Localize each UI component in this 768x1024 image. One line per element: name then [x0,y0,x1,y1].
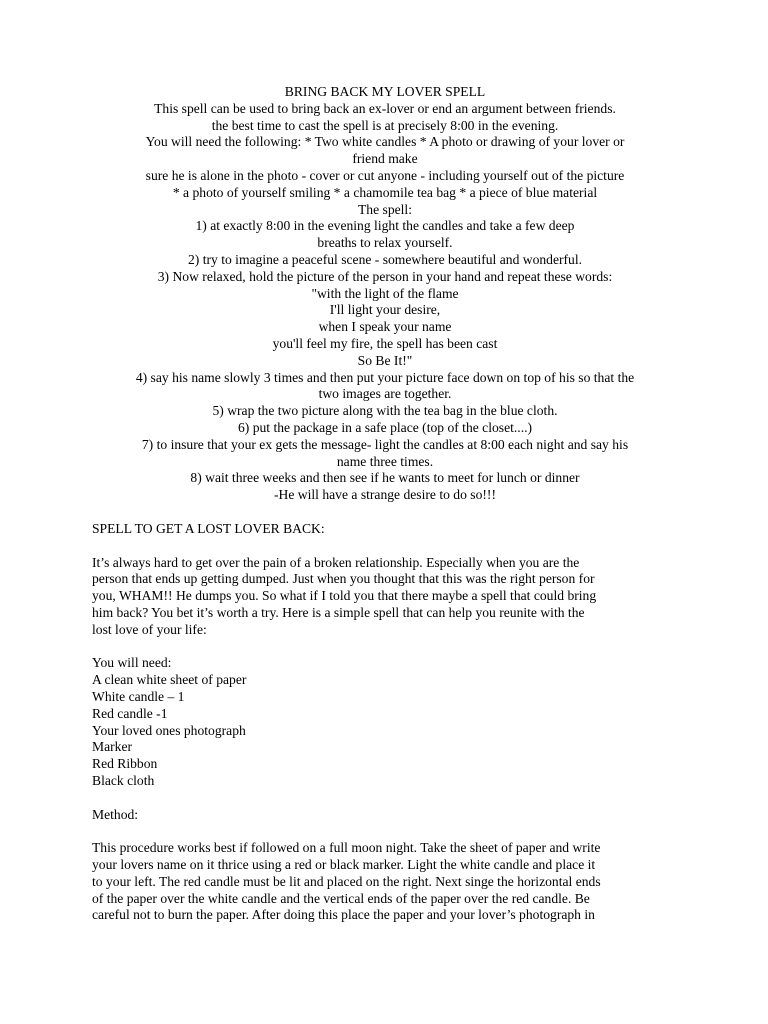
spell-1-step: 6) put the package in a safe place (top of the closet....) [237,419,533,435]
spell-2-intro-line: It’s always hard to get over the pain of a broken relationship. Especially when you are the [92,554,580,570]
ingredient-item: Black cloth [92,772,155,788]
spell-1-step: 7) to insure that your ex gets the message- light the candles at 8:00 each night and say his [141,436,629,452]
ingredient-item: Red Ribbon [92,756,158,772]
spell-1-step: 1) at exactly 8:00 in the evening light the candles and take a few deep [195,218,575,234]
spell-1-line: You will need the following: * Two white candles * A photo or drawing of your lover or [145,134,625,150]
ingredient-item: Red candle -1 [92,705,168,721]
method-line: your lovers name on it thrice using a red or black marker. Light the white candle and place it [92,856,596,872]
spell-1-chant: So Be It!" [357,352,413,368]
spell-1-line: the best time to cast the spell is at precisely 8:00 in the evening. [211,117,559,133]
method-line: careful not to burn the paper. After doing this place the paper and your lover’s photograph in [92,907,595,923]
spell-2-intro-line: person that ends up getting dumped. Just when you thought that this was the right person for [92,571,595,587]
method-label: Method: [92,806,139,822]
spell-1-step: 3) Now relaxed, hold the picture of the person in your hand and repeat these words: [157,268,613,284]
spell-1-line: * a photo of yourself smiling * a chamomile tea bag * a piece of blue material [172,184,598,200]
spell-1-line: sure he is alone in the photo - cover or cut anyone - including yourself out of the picture [145,167,625,183]
spell-1-step: -He will have a strange desire to do so!!! [274,487,496,503]
method-line: of the paper over the white candle and the vertical ends of the paper over the red candle. Be [92,890,590,906]
spell-1-line: friend make [352,151,418,167]
spell-1-step: 4) say his name slowly 3 times and then put your picture face down on top of his so that the [135,369,635,385]
ingredient-item: A clean white sheet of paper [92,672,247,688]
method-line: to your left. The red candle must be lit and placed on the right. Next singe the horizontal ends [92,873,601,889]
ingredient-item: White candle – 1 [92,688,185,704]
spell-1-step: 5) wrap the two picture along with the tea bag in the blue cloth. [212,403,558,419]
spell-1-line: This spell can be used to bring back an ex-lover or end an argument between friends. [154,100,616,116]
spell-1-title: BRING BACK MY LOVER SPELL [284,84,486,99]
spell-2-intro-line: lost love of your life: [92,621,207,637]
you-will-need-label: You will need: [92,655,172,671]
ingredient-item: Marker [92,739,133,755]
method-line: This procedure works best if followed on a full moon night. Take the sheet of paper and write [92,840,601,856]
spell-2-title: SPELL TO GET A LOST LOVER BACK: [92,521,325,536]
spell-1-step: 8) wait three weeks and then see if he wants to meet for lunch or dinner [190,470,580,486]
spell-2-section [92,521,692,924]
spell-1-step: name three times. [336,453,434,469]
ingredient-item: Your loved ones photograph [92,722,246,738]
spell-1-chant: "with the light of the flame [311,285,459,301]
spell-1-step: two images are together. [318,386,452,402]
spell-1-chant: I'll light your desire, [329,302,441,318]
spell-1-chant: you'll feel my fire, the spell has been cast [272,335,498,351]
spell-1-step: 2) try to imagine a peaceful scene - somewhere beautiful and wonderful. [187,251,583,267]
spell-1-subheading: The spell: [358,201,412,217]
spell-1-section [70,84,700,504]
spell-1-step: breaths to relax yourself. [317,235,453,251]
spell-2-intro-line: you, WHAM!! He dumps you. So what if I told you that there maybe a spell that could bring [92,588,597,604]
spell-1-chant: when I speak your name [318,319,452,335]
spell-2-intro-line: him back? You bet it’s worth a try. Here is a simple spell that can help you reunite with the [92,604,585,620]
